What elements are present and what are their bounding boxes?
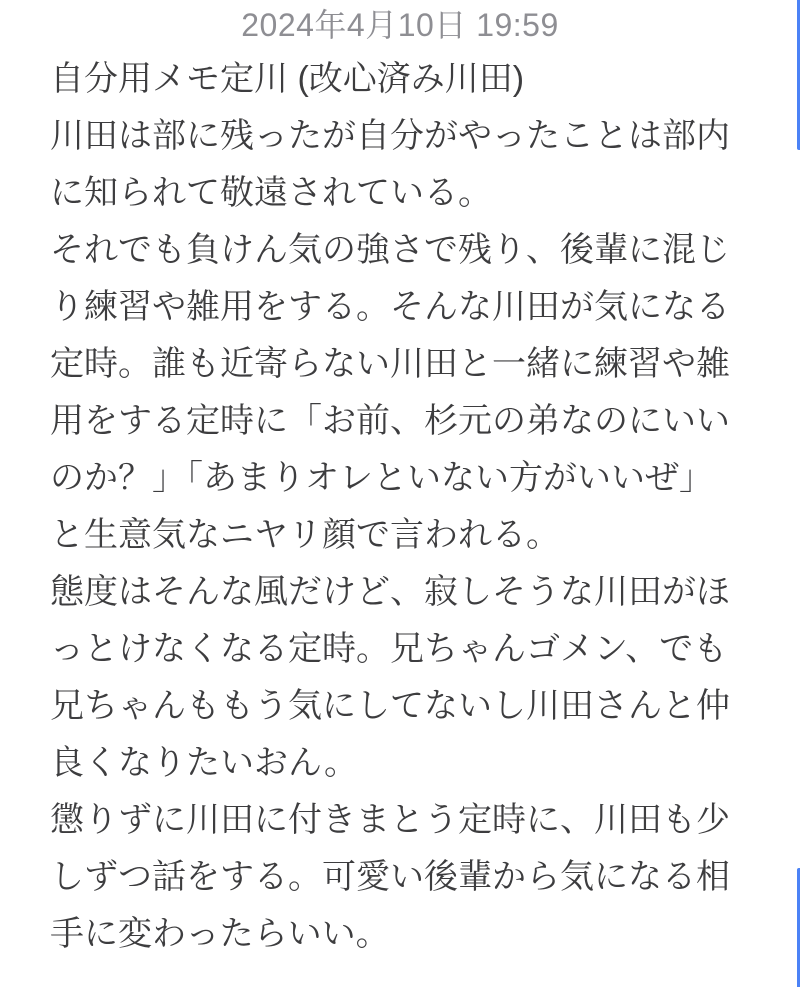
note-paragraph: 懲りずに川田に付きまとう定時に、川田も少しずつ話をする。可愛い後輩から気になる相手に変わったらいい。 (50, 801, 730, 953)
note-title: 自分用メモ定川 (改心済み川田) (50, 60, 525, 98)
note-editor[interactable] (50, 51, 742, 963)
note-paragraph: 態度はそんな風だけど、寂しそうな川田がほっとけなくなる定時。兄ちゃんゴメン、でも兄ちゃんももう気にしてないし川田さんと仲良くなりたいおん。 (50, 573, 730, 782)
note-paragraph: それでも負けん気の強さで残り、後輩に混じり練習や雑用をする。そんな川田が気になる定時。誰も近寄らない川田と一緒に練習や雑用をする定時に「お前、杉元の弟なのにいいのか？」「あまりオレといない方がいいぜ」と生意気なニヤリ顔で言われる。 (50, 231, 730, 554)
note-paragraph: 川田は部に残ったが自分がやったことは部内に知られて敬遠されている。 (50, 117, 730, 212)
note-timestamp: 2024年4月10日 19:59 (241, 7, 559, 43)
